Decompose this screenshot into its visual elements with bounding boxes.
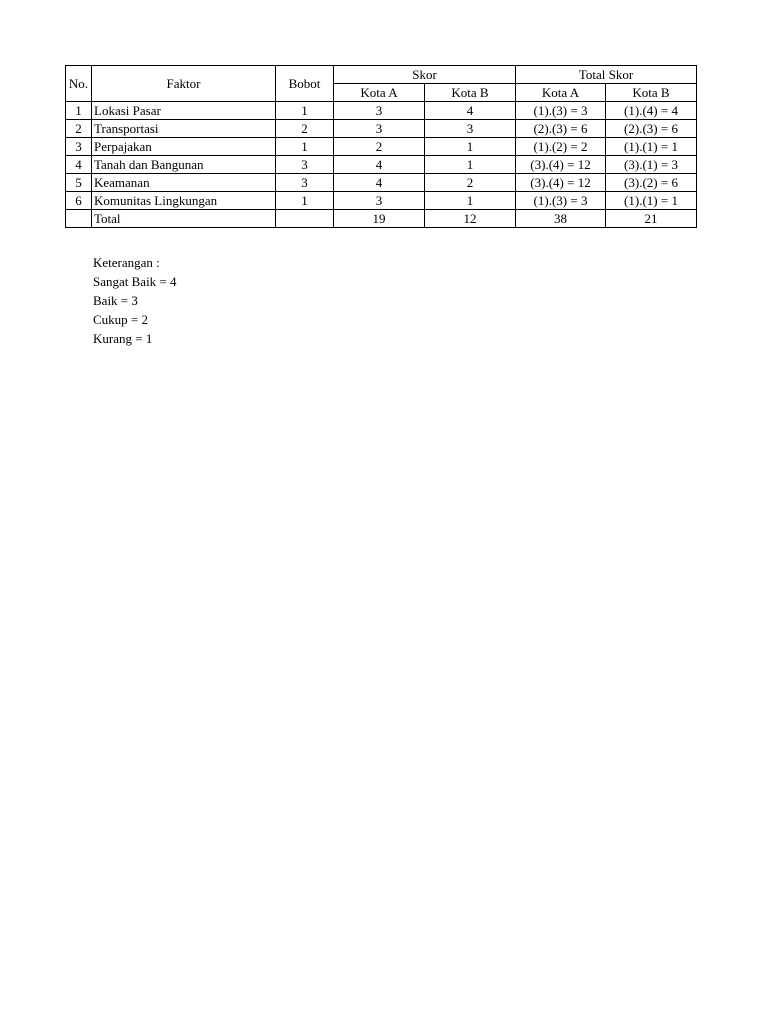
legend-title: Keterangan : [93, 255, 160, 270]
cell-no: 4 [66, 156, 92, 174]
cell-bobot: 2 [276, 120, 334, 138]
cell-skor-b: 2 [425, 174, 516, 192]
cell-total-a: (3).(4) = 12 [516, 174, 606, 192]
cell-total-a: (3).(4) = 12 [516, 156, 606, 174]
cell-total-b: (3).(1) = 3 [606, 156, 697, 174]
table-row [66, 102, 697, 120]
cell-skor-b: 1 [425, 156, 516, 174]
cell-bobot: 1 [276, 138, 334, 156]
score-table [65, 65, 697, 228]
cell-total-label: Total [92, 210, 276, 228]
cell-bobot: 1 [276, 192, 334, 210]
cell-skor-b: 1 [425, 138, 516, 156]
cell-total-b: (3).(2) = 6 [606, 174, 697, 192]
cell-total-a: (1).(3) = 3 [516, 192, 606, 210]
header-skor: Skor [334, 66, 516, 84]
cell-skor-a: 4 [334, 156, 425, 174]
cell-faktor: Tanah dan Bangunan [92, 156, 276, 174]
table-row [66, 192, 697, 210]
cell-skor-b: 4 [425, 102, 516, 120]
cell-bobot: 3 [276, 174, 334, 192]
cell-total-a: (2).(3) = 6 [516, 120, 606, 138]
header-total-kota-a: Kota A [516, 84, 606, 102]
header-no: No. [66, 66, 92, 102]
table-row [66, 138, 697, 156]
cell-total-b: (1).(4) = 4 [606, 102, 697, 120]
legend-item: Sangat Baik = 4 [93, 274, 177, 289]
cell-bobot: 3 [276, 156, 334, 174]
legend-item: Kurang = 1 [93, 331, 153, 346]
legend-item: Baik = 3 [93, 293, 138, 308]
cell-total-b: (1).(1) = 1 [606, 138, 697, 156]
legend-item: Cukup = 2 [93, 312, 149, 327]
cell-total-a: (1).(2) = 2 [516, 138, 606, 156]
cell-total-total-b: 21 [606, 210, 697, 228]
header-total-kota-b: Kota B [606, 84, 697, 102]
cell-bobot-empty [276, 210, 334, 228]
table-row [66, 120, 697, 138]
cell-skor-a: 2 [334, 138, 425, 156]
legend [93, 253, 177, 348]
header-bobot: Bobot [276, 66, 334, 102]
header-faktor: Faktor [92, 66, 276, 102]
cell-faktor: Keamanan [92, 174, 276, 192]
cell-no-empty [66, 210, 92, 228]
cell-total-skor-a: 19 [334, 210, 425, 228]
cell-no: 5 [66, 174, 92, 192]
cell-skor-a: 4 [334, 174, 425, 192]
header-skor-kota-b: Kota B [425, 84, 516, 102]
table-row [66, 174, 697, 192]
cell-faktor: Komunitas Lingkungan [92, 192, 276, 210]
cell-no: 6 [66, 192, 92, 210]
cell-skor-a: 3 [334, 120, 425, 138]
cell-total-a: (1).(3) = 3 [516, 102, 606, 120]
cell-total-total-a: 38 [516, 210, 606, 228]
cell-skor-b: 1 [425, 192, 516, 210]
total-row [66, 210, 697, 228]
cell-no: 3 [66, 138, 92, 156]
cell-faktor: Perpajakan [92, 138, 276, 156]
header-skor-kota-a: Kota A [334, 84, 425, 102]
cell-faktor: Lokasi Pasar [92, 102, 276, 120]
cell-total-skor-b: 12 [425, 210, 516, 228]
cell-bobot: 1 [276, 102, 334, 120]
table-row [66, 156, 697, 174]
cell-no: 2 [66, 120, 92, 138]
cell-total-b: (2).(3) = 6 [606, 120, 697, 138]
cell-faktor: Transportasi [92, 120, 276, 138]
cell-skor-a: 3 [334, 102, 425, 120]
cell-no: 1 [66, 102, 92, 120]
cell-skor-b: 3 [425, 120, 516, 138]
cell-skor-a: 3 [334, 192, 425, 210]
cell-total-b: (1).(1) = 1 [606, 192, 697, 210]
header-row-1 [66, 66, 697, 84]
header-total-skor: Total Skor [516, 66, 697, 84]
